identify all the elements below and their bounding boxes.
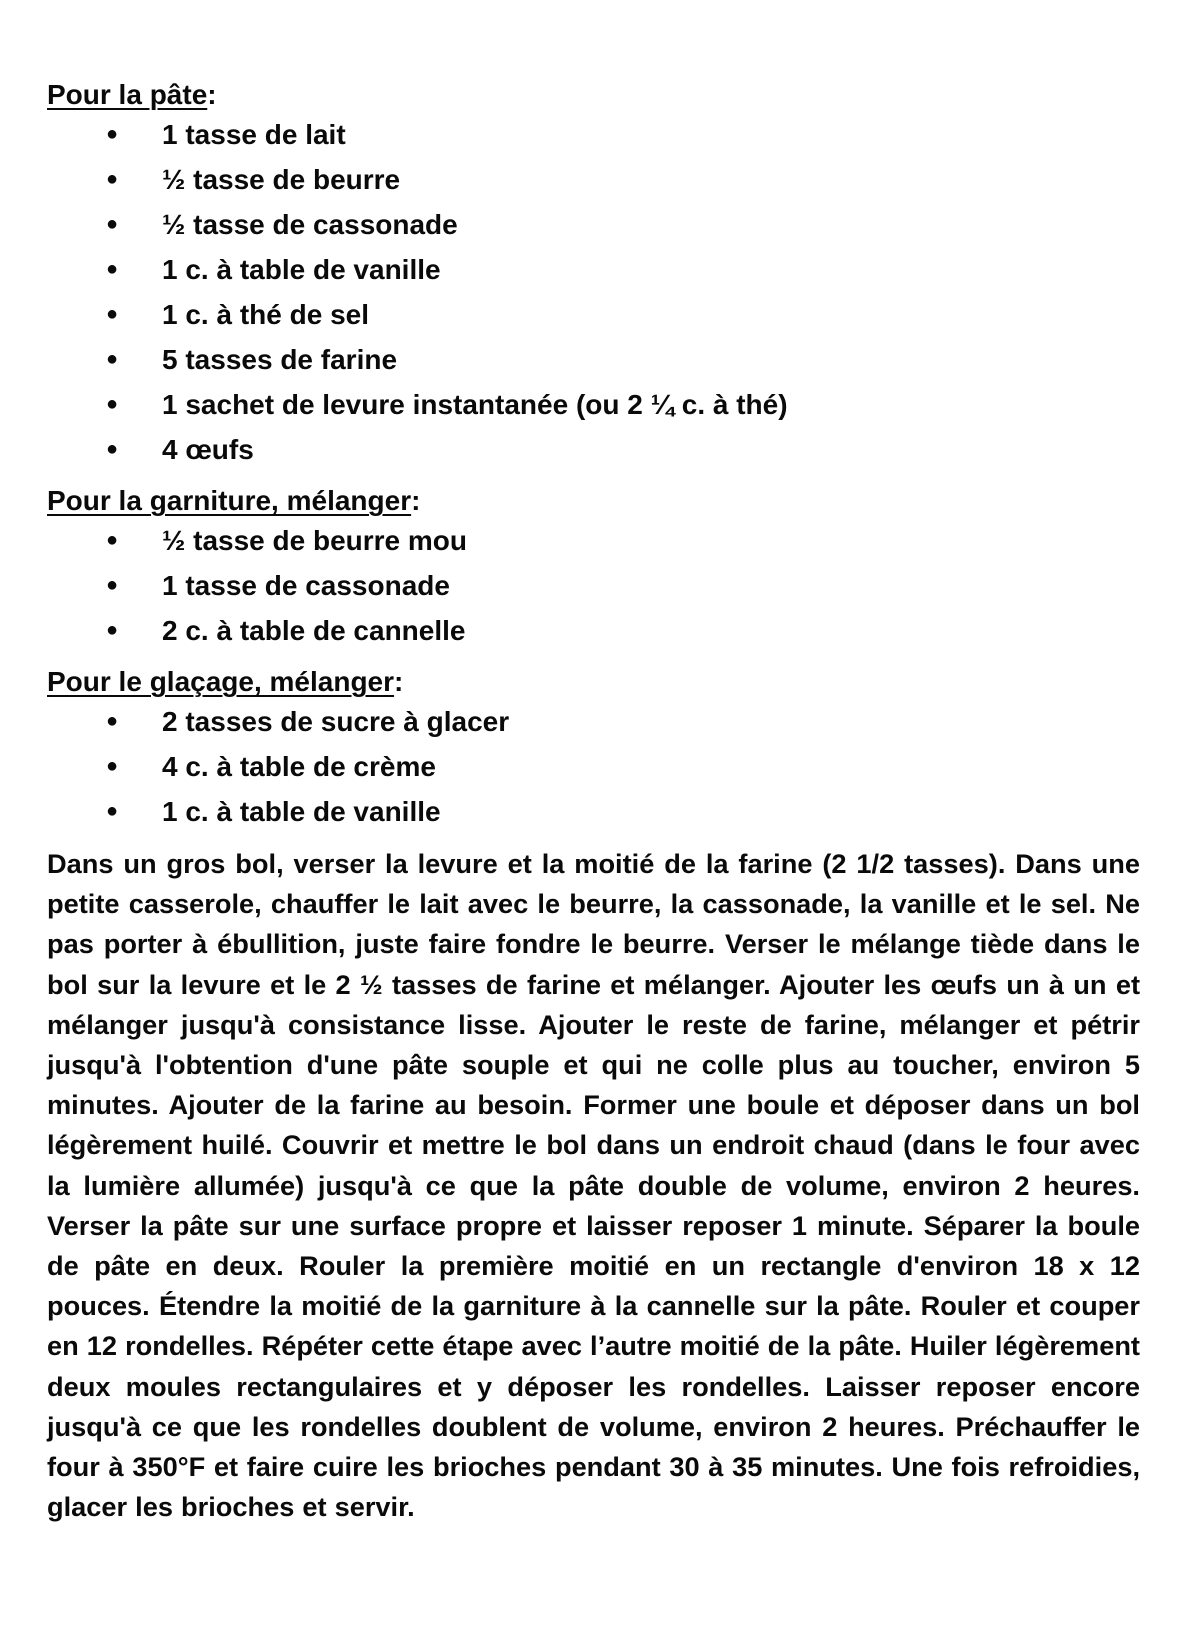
- icing-heading-title: Pour le glaçage, mélanger: [47, 666, 395, 697]
- bullet-icon: ●: [106, 800, 119, 822]
- ingredient-text: 4 œufs: [162, 434, 254, 465]
- ingredient-text: 1 tasse de lait: [162, 119, 346, 150]
- bullet-icon: ●: [106, 348, 119, 370]
- filling-heading: [47, 478, 1140, 518]
- bullet-icon: ●: [106, 303, 119, 325]
- list-item: [47, 157, 1140, 202]
- ingredient-text: 1 c. à table de vanille: [162, 796, 441, 827]
- list-item: [47, 744, 1140, 789]
- instructions-paragraph: Dans un gros bol, verser la levure et la moitié de la farine (2 1/2 tasses). Dans une petite casserole, chauffer le lait avec le beurre, la cassonade, la vanille et le sel. Ne pas porter à ébullition, juste faire fondre le beurre. Verser le mélange tiède dans le bol sur la levure et le 2 ½ tasses de farine et mélanger. Ajouter les œufs un à un et mélanger jusqu'à consistance lisse. Ajouter le reste de farine, mélanger et pétrir jusqu'à l'obtention d'une pâte souple et qui ne colle plus au toucher, environ 5 minutes. Ajouter de la farine au besoin. Former une boule et déposer dans un bol légèrement huilé. Couvrir et mettre le bol dans un endroit chaud (dans le four avec la lumière allumée) jusqu'à ce que la pâte double de volume, environ 2 heures. Verser la pâte sur une surface propre et laisser reposer 1 minute. Séparer la boule de pâte en deux. Rouler la première moitié en un rectangle d'environ 18 x 12 pouces. Étendre la moitié de la garniture à la cannelle sur la pâte. Rouler et couper en 12 rondelles. Répéter cette étape avec l’autre moitié de la pâte. Huiler légèrement deux moules rectangulaires et y déposer les rondelles. Laisser reposer encore jusqu'à ce que les rondelles doublent de volume, environ 2 heures. Préchauffer le four à 350°F et faire cuire les brioches pendant 30 à 35 minutes. Une fois refroidies, glacer les brioches et servir.: [47, 848, 1140, 1523]
- dough-heading-title: Pour la pâte: [47, 79, 208, 110]
- bullet-icon: ●: [106, 619, 119, 641]
- ingredient-text: ½ tasse de beurre: [162, 164, 401, 195]
- list-item: [47, 382, 1140, 427]
- bullet-icon: ●: [106, 258, 119, 280]
- ingredient-text: 1 c. à table de vanille: [162, 254, 441, 285]
- ingredient-text: 1 c. à thé de sel: [162, 299, 369, 330]
- list-item: [47, 112, 1140, 157]
- ingredient-text: 2 c. à table de cannelle: [162, 615, 466, 646]
- bullet-icon: ●: [106, 755, 119, 777]
- bullet-icon: ●: [106, 393, 119, 415]
- dough-heading-suffix: :: [207, 79, 217, 110]
- list-item: [47, 292, 1140, 337]
- bullet-icon: ●: [106, 123, 119, 145]
- list-item: [47, 427, 1140, 472]
- list-item: [47, 699, 1140, 744]
- bullet-icon: ●: [106, 213, 119, 235]
- recipe-document: [47, 72, 1140, 1555]
- list-item: [47, 202, 1140, 247]
- ingredient-text: 1 tasse de cassonade: [162, 570, 450, 601]
- filling-heading-suffix: :: [411, 485, 421, 516]
- icing-heading-suffix: :: [394, 666, 404, 697]
- bullet-icon: ●: [106, 168, 119, 190]
- list-item: [47, 518, 1140, 563]
- list-item: [47, 247, 1140, 292]
- ingredient-text: 4 c. à table de crème: [162, 751, 436, 782]
- bullet-icon: ●: [106, 438, 119, 460]
- filling-heading-title: Pour la garniture, mélanger: [47, 485, 412, 516]
- dough-ingredient-list: [47, 112, 1140, 472]
- ingredient-text: ½ tasse de cassonade: [162, 209, 458, 240]
- list-item: [47, 563, 1140, 608]
- filling-ingredient-list: [47, 518, 1140, 653]
- ingredient-text: ½ tasse de beurre mou: [162, 525, 468, 556]
- dough-heading: [47, 72, 1140, 112]
- list-item: [47, 337, 1140, 382]
- bullet-icon: ●: [106, 710, 119, 732]
- list-item: [47, 608, 1140, 653]
- ingredient-text: 5 tasses de farine: [162, 344, 398, 375]
- bullet-icon: ●: [106, 574, 119, 596]
- ingredient-text: 2 tasses de sucre à glacer: [162, 706, 510, 737]
- icing-ingredient-list: [47, 699, 1140, 834]
- icing-heading: [47, 659, 1140, 699]
- list-item: [47, 789, 1140, 834]
- ingredient-text: 1 sachet de levure instantanée (ou 2 ¼ c. à thé): [162, 389, 788, 420]
- bullet-icon: ●: [106, 529, 119, 551]
